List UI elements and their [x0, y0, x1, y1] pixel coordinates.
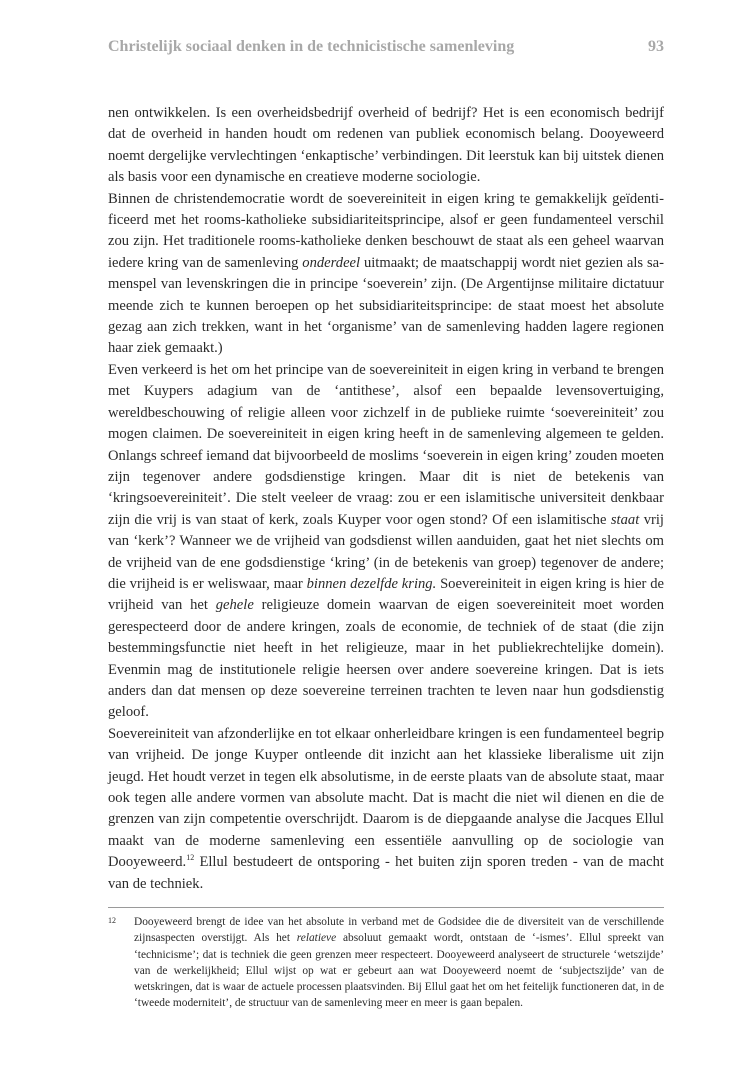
paragraph-4: Soevereiniteit van afzonderlijke en tot elkaar onherleidbare kringen is een fundamenteel begrip van vrijheid. De jonge Kuyper ontleende dit inzicht aan het klassieke liberalisme uit zijn jeugd. Het houdt verzet in tegen elk absolutisme, in de eerste plaats van de absolute staat, maar ook tegen alle andere vormen van absolute macht. Dat is macht die niet wil dienen en die de grenzen van zijn competentie overschrijdt. Daarom is de diepgaande analyse die Jacques Ellul maakt van de moderne samenleving een essentiële aanvulling op de sociologie van Dooyeweerd.$^{12}$ Ellul bestudeert de ontsporing - het buiten zijn sporen treden - van de macht van de techniek. — [108, 725, 664, 892]
paragraph-3: Even verkeerd is het om het principe van de soevereiniteit in eigen kring in verband te brengen met Kuypers adagium van de ‘antithese’, alsof een bepaalde levensovertuiging, wereldbeschouwing of religie alleen voor zichzelf in de publieke ruimte ‘soevereiniteit’ zou mogen claimen. De soevereiniteit in eigen kring heeft in de samenleving algemeen te gelden. Onlangs schreef iemand dat bijvoorbeeld de moslims ‘soeverein in eigen kring’ zouden moeten zijn tegenover andere godsdienstige kringen. Maar dit is niet de betekenis van ‘kringsoevereiniteit’. Die stelt veeleer de vraag: zou er een islamitische universiteit denkbaar zijn die vrij is van staat of kerk, zoals Kuyper voor ogen stond? Of een islamitische staat vrij van ‘kerk’? Wanneer we de vrijheid van godsdienst willen aanduiden, gaat het niet slechts om de vrijheid van de ene godsdienstige ‘kring’ (in de betekenis van groep) tegenover de andere; die vrijheid is er weliswaar, maar binnen dezelfde kring. Soevereiniteit in eigen kring is hier de vrijheid van het gehele religieuze domein waarvan de eigen soevereiniteit moet worden gerespecteerd door de andere kringen, zoals de economie, de techniek of de staat (die zijn bestemmingsfunctie niet heeft in het religieuze, maar in het publiekrechtelijke domein). Evenmin mag de institutionele religie heersen over andere soevereine kringen. Dat is iets anders dan dat mensen op deze soevereine terreinen trachten te leven naar hun godsdienstig geloof. — [108, 361, 664, 721]
paragraph-1: nen ontwikkelen. Is een overheidsbedrijf overheid of bedrijf? Het is een economisch bedrijf dat de overheid in handen houdt om redenen van publiek economisch belang. Dooyeweerd noemt dergelijke vervlechtingen ‘enkaptische’ verbindingen. Dit leerstuk kan bij uitstek dienen als basis voor een dynamische en creatieve moderne sociologie. — [108, 105, 664, 186]
paragraph-2: Binnen de christendemocratie wordt de soevereiniteit in eigen kring te gemakkelijk geïdentificeerd met het rooms-katholieke subsidiariteitsprincipe, alsof er geen fundamenteel verschil zou zijn. Het traditionele rooms-katholieke denken beschouwt de staat als een geheel waarvan iedere kring van de samenleving onderdeel uitmaakt; de maatschappij wordt niet gezien als samenspel van levenskringen die in principe ‘soeverein’ zijn. (De Argentijnse militaire dictatuur meende zich te kunnen beroepen op het subsidiariteitsprincipe: de staat moest het absolute gezag aan zich trekken, want in het ‘organisme’ van de samenleving hadden lagere regionen haar ziek gemaakt.) — [108, 190, 664, 357]
footnote-divider — [108, 907, 664, 908]
running-title: Christelijk sociaal denken in de technicistische samenleving — [108, 38, 515, 55]
main-text — [108, 103, 664, 895]
footnote-text: Dooyeweerd brengt de idee van het absolute in verband met de Godsidee die de diversiteit van de verschillende zijnsaspecten overstijgt. Als het relatieve absoluut gemaakt wordt, ontstaan de ‘-ismes’. Ellul spreekt van ‘technicisme’; dat is techniek die geen grenzen meer respecteert. Dooyeweerd analyseert de structurele ‘wetszijde’ van de werkelijkheid; Ellul wijst op wat er gebeurt aan wat Dooyeweerd noemt de ‘subjectszijde’ van de wetskringen, dat is waar de actuele processen plaatsvinden. Bij Ellul gaat het om het feitelijk functioneren dat, in de ‘tweede moderniteit’, de structuur van de samenleving meer en meer is gaan bepalen. — [134, 916, 664, 1010]
footnote-reference[interactable]: 12 — [186, 853, 195, 863]
page-number: 93 — [648, 38, 664, 55]
running-header — [108, 38, 664, 56]
footnote-number: 12 — [108, 916, 116, 925]
footnote-12 — [108, 914, 664, 1012]
